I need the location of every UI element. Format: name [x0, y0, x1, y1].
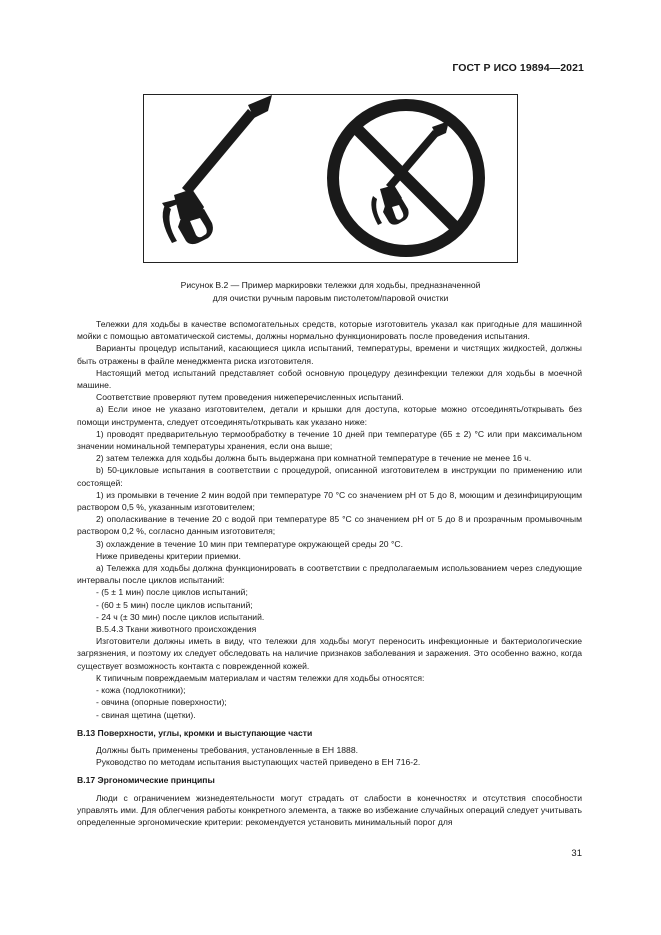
document-header: ГОСТ Р ИСО 19894—2021	[452, 62, 584, 74]
figure-caption	[80, 279, 581, 305]
figure-illustration	[144, 95, 517, 262]
body-text	[77, 318, 582, 828]
list-item: - кожа (подлокотники);	[96, 685, 186, 696]
page-number: 31	[571, 848, 582, 859]
figure-frame	[143, 94, 518, 263]
list-item: - (60 ± 5 мин) после циклов испытаний;	[96, 599, 253, 610]
section-heading-b13: В.13 Поверхности, углы, кромки и выступающие части	[77, 727, 313, 738]
paragraph: Должны быть применены требования, установленные в ЕН 1888.	[96, 744, 358, 755]
paragraph: 3) охлаждение в течение 10 мин при температуре окружающей среды 20 °С.	[96, 538, 403, 549]
paragraph: Руководство по методам испытания выступающих частей приведено в ЕН 716-2.	[96, 757, 421, 768]
paragraph: Люди с ограничением жизнедеятельности могут страдать от слабости в конечностях и отсутствия способности управлять ими. Для облегчения работы конкретного элемента, а также во избежание случайных операций следует учитывать определенные эргономические критерии: рекомендуется установить минимальный порог для	[77, 792, 582, 827]
paragraph: а) Если иное не указано изготовителем, детали и крышки для доступа, которые можно отсоединять/открывать без помощи инструмента, следует отсоединять/открывать как указано ниже:	[77, 404, 582, 427]
paragraph: 2) ополаскивание в течение 20 с водой при температуре 85 °С со значением рН от 5 до 8 и прозрачным промывочным раствором 0,2 %, согласно данным изготовителя;	[77, 514, 582, 537]
list-item: - свиная щетина (щетки).	[96, 709, 196, 720]
section-heading-b17: В.17 Эргономические принципы	[77, 775, 215, 786]
list-item: - (5 ± 1 мин) после циклов испытаний;	[96, 587, 248, 598]
paragraph: Соответствие проверяют путем проведения нижеперечисленных испытаний.	[96, 392, 404, 403]
paragraph: Ниже приведены критерии приемки.	[96, 550, 241, 561]
paragraph: 1) проводят предварительную термообработку в течение 10 дней при температуре (65 ± 2) °С или при максимальном значении номинальной температуры хранения, если она выше;	[77, 428, 582, 452]
paragraph: 1) из промывки в течение 2 мин водой при температуре 70 °С со значением рН от 5 до 8, моющим и дезинфицирующим раствором 0,5 %, указанным изготовителем;	[77, 489, 582, 513]
paragraph: Тележки для ходьбы в качестве вспомогательных средств, которые изготовитель указал как пригодные для машинной мойки с помощью автоматической системы, должны нормально функционировать после проведения испытания.	[77, 319, 582, 342]
paragraph: К типичным повреждаемым материалам и частям тележки для ходьбы относятся:	[96, 672, 425, 683]
caption-line: для очистки ручным паровым пистолетом/паровой очистки	[212, 293, 449, 303]
caption-line: Рисунок В.2 — Пример маркировки тележки для ходьбы, предназначенной	[180, 280, 481, 290]
paragraph: b) 50-цикловые испытания в соответствии с процедурой, описанной изготовителем в инструкции по применению или состоящей:	[77, 465, 582, 488]
prohibited-spray-gun-icon	[333, 105, 479, 251]
paragraph: Изготовители должны иметь в виду, что тележки для ходьбы могут переносить инфекционные и бактериологические загрязнения, и поэтому их следует обследовать на наличие признаков заболевания и заражения. Это особенно важно, когда существует возможность контакта с поврежденной кожей.	[77, 636, 582, 671]
subsection-title: В.5.4.3 Ткани животного происхождения	[96, 624, 257, 635]
list-item: - овчина (опорные поверхности);	[96, 697, 227, 708]
paragraph: 2) затем тележка для ходьбы должна быть выдержана при комнатной температуре в течение не менее 16 ч.	[96, 453, 532, 464]
paragraph: а) Тележка для ходьбы должна функционировать в соответствии с предполагаемым использованием через следующие интервалы после циклов испытаний:	[77, 563, 582, 586]
list-item: - 24 ч (± 30 мин) после циклов испытаний.	[96, 611, 265, 622]
paragraph: Варианты процедур испытаний, касающиеся цикла испытаний, температуры, времени и чистящих жидкостей, должны быть отражены в файле менеджмента риска изготовителя.	[77, 343, 582, 366]
paragraph: Настоящий метод испытаний представляет собой основную процедуру дезинфекции тележки для ходьбы в моечной машине.	[77, 367, 582, 391]
spray-gun-icon	[162, 95, 272, 244]
